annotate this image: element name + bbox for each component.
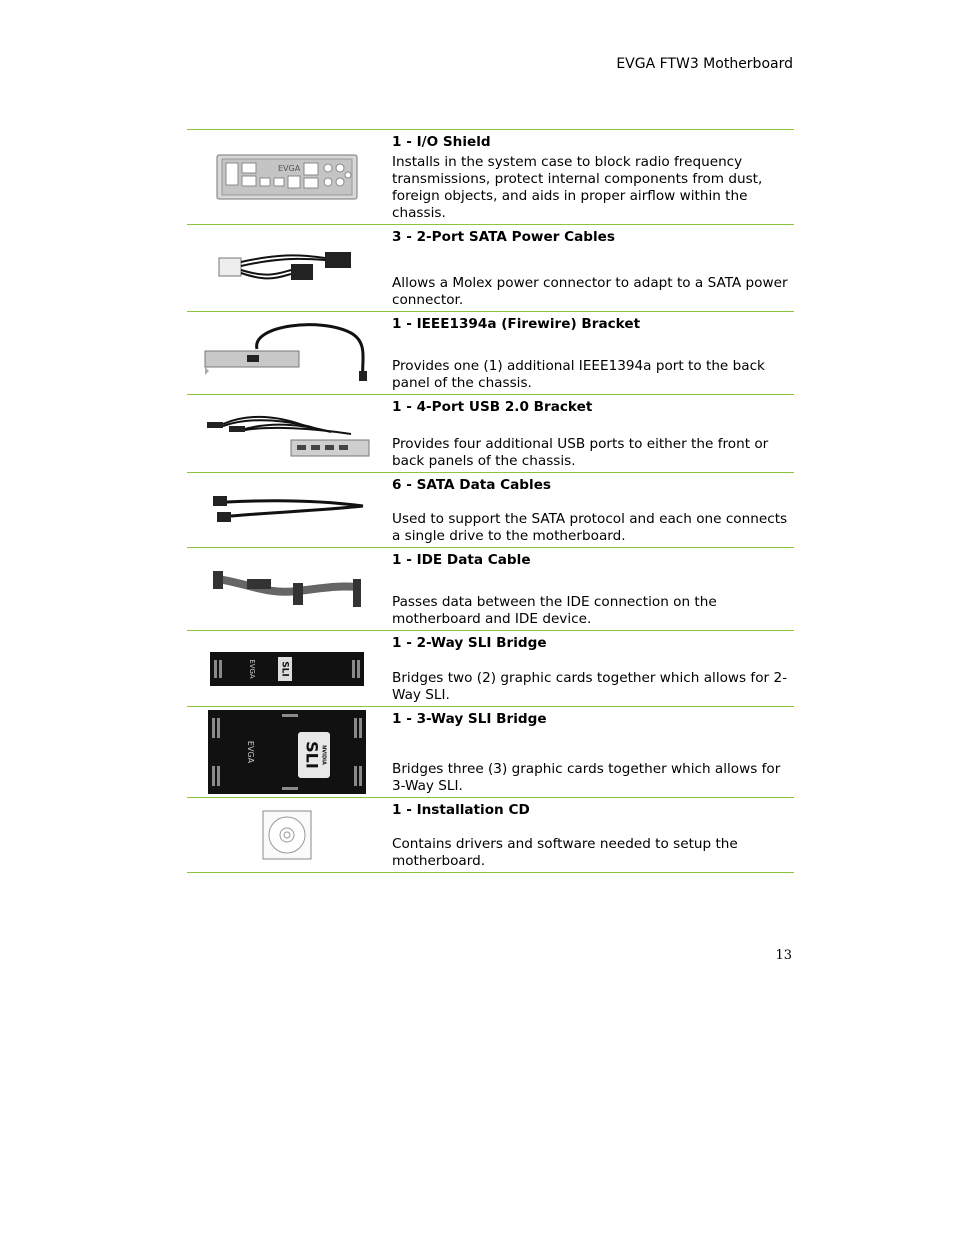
svg-text:EVGA: EVGA bbox=[278, 164, 301, 173]
page-number: 13 bbox=[775, 948, 792, 963]
item-description: Provides four additional USB ports to either the front or back panels of the chassis. bbox=[392, 436, 769, 469]
item-description: Bridges two (2) graphic cards together which allows for 2-Way SLI. bbox=[392, 670, 787, 703]
accessory-list bbox=[187, 129, 794, 873]
list-item bbox=[187, 473, 794, 548]
item-description: Bridges three (3) graphic cards together which allows for 3-Way SLI. bbox=[392, 761, 781, 794]
list-item bbox=[187, 130, 794, 225]
list-item bbox=[187, 225, 794, 312]
installation-cd-icon bbox=[187, 798, 387, 872]
list-item bbox=[187, 631, 794, 707]
list-item bbox=[187, 548, 794, 631]
list-item bbox=[187, 707, 794, 798]
list-item bbox=[187, 312, 794, 395]
list-item bbox=[187, 798, 794, 873]
item-title: 1 - I/O Shield bbox=[392, 134, 491, 150]
item-title: 1 - Installation CD bbox=[392, 802, 530, 818]
item-description: Installs in the system case to block radio frequency transmissions, protect internal components from dust, foreign objects, and aids in proper airflow within the chassis. bbox=[392, 154, 763, 221]
evga-logo: EVGA bbox=[248, 658, 256, 679]
sli-bridge-2way-icon bbox=[187, 631, 387, 706]
item-description: Used to support the SATA protocol and each one connects a single drive to the motherboard. bbox=[392, 511, 788, 544]
item-title: 6 - SATA Data Cables bbox=[392, 477, 552, 493]
list-item bbox=[187, 395, 794, 473]
io-shield-icon bbox=[187, 130, 387, 224]
item-title: 1 - 3-Way SLI Bridge bbox=[392, 711, 547, 727]
sli-bridge-3way-icon bbox=[187, 707, 387, 797]
sli-logo: SLI bbox=[302, 741, 322, 769]
item-title: 3 - 2-Port SATA Power Cables bbox=[392, 229, 615, 245]
ide-cable-icon bbox=[187, 548, 387, 630]
page-header: EVGA FTW3 Motherboard bbox=[616, 56, 793, 72]
sata-power-cable-icon bbox=[187, 225, 387, 311]
item-description: Provides one (1) additional IEEE1394a port to the back panel of the chassis. bbox=[392, 358, 765, 391]
item-title: 1 - 4-Port USB 2.0 Bracket bbox=[392, 399, 593, 415]
firewire-bracket-icon bbox=[187, 312, 387, 394]
sata-data-cable-icon bbox=[187, 473, 387, 547]
item-description: Contains drivers and software needed to setup the motherboard. bbox=[392, 836, 738, 869]
usb-bracket-icon bbox=[187, 395, 387, 472]
item-description: Allows a Molex power connector to adapt to a SATA power connector. bbox=[392, 275, 788, 308]
item-title: 1 - 2-Way SLI Bridge bbox=[392, 635, 547, 651]
nvidia-logo: NVIDIA bbox=[320, 745, 327, 765]
item-title: 1 - IEEE1394a (Firewire) Bracket bbox=[392, 316, 641, 332]
sli-logo: SLI bbox=[279, 660, 290, 677]
item-description: Passes data between the IDE connection on the motherboard and IDE device. bbox=[392, 594, 717, 627]
item-title: 1 - IDE Data Cable bbox=[392, 552, 531, 568]
evga-logo: EVGA bbox=[246, 740, 255, 764]
